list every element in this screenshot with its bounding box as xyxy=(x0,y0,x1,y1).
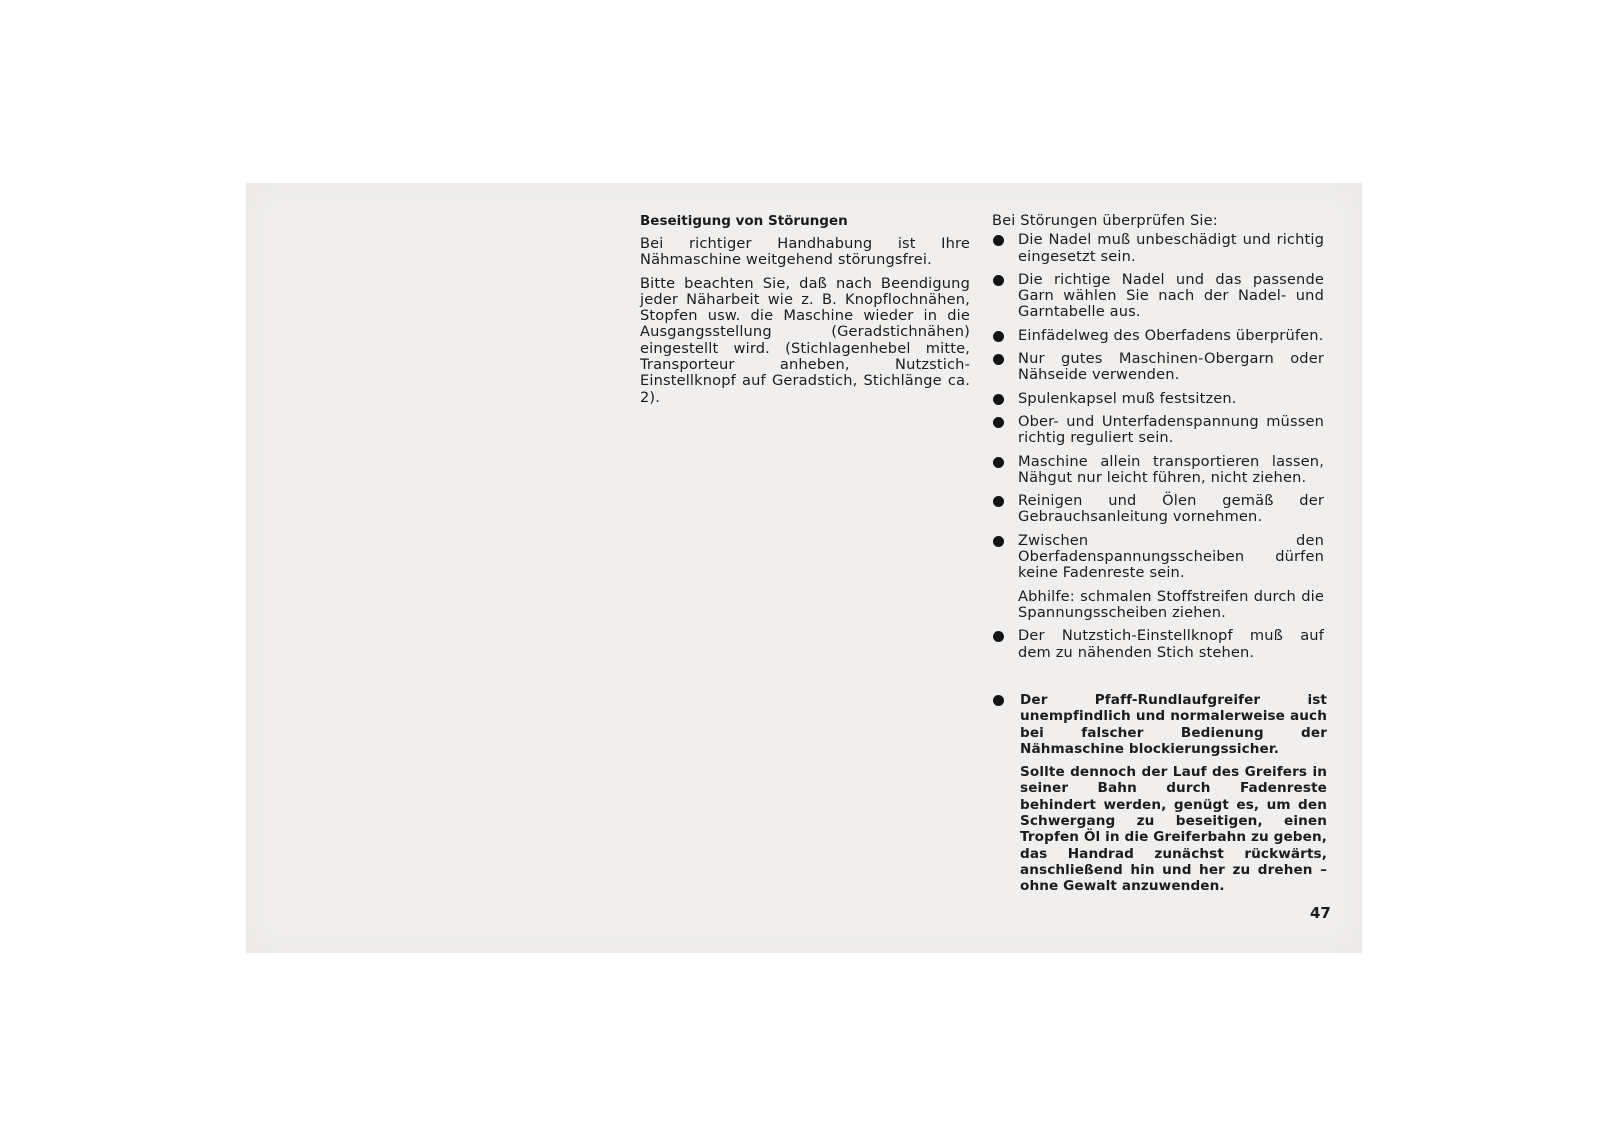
checklist-item xyxy=(992,391,1324,407)
checklist-item-text: Einfädelweg des Oberfadens überprüfen. xyxy=(1018,326,1324,344)
reset-instructions-paragraph: Bitte beachten Sie, daß nach Beendigung jeder Näharbeit wie z. B. Knopflochnähen, Stopfen usw. die Maschine wieder in die Ausgangsstellung (Geradstichnähen) eingestellt wird. (Stichlagenhebel mitte, Transporteur anheben, Nutzstich-Einstellknopf auf Geradstich, Stichlänge ca. 2). xyxy=(640,274,970,406)
checklist-item xyxy=(992,328,1324,344)
bullet-icon xyxy=(993,536,1004,547)
note-paragraph: Der Pfaff-Rundlaufgreifer ist unempfindlich und normalerweise auch bei falscher Bedienung der Nähmaschine blockierungssicher. xyxy=(1020,692,1327,757)
right-column xyxy=(992,213,1324,668)
checklist-item-text: Nur gutes Maschinen-Obergarn oder Nähseide verwenden. xyxy=(1018,350,1324,384)
bullet-icon xyxy=(993,275,1004,286)
left-column xyxy=(640,213,970,413)
checklist-item xyxy=(992,628,1324,661)
checklist-item xyxy=(992,533,1324,621)
note-paragraph: Sollte dennoch der Lauf des Greifers in seiner Bahn durch Fadenreste behindert werden, genügt es, um den Schwergang zu beseitigen, einen Tropfen Öl in die Greiferbahn zu geben, das Handrad zunächst rückwärts, anschließend hin und her zu drehen – ohne Gewalt anzuwenden. xyxy=(1020,764,1327,895)
checklist-item-text: Ober- und Unterfadenspannung müssen richtig reguliert sein. xyxy=(1018,412,1324,447)
checklist-item xyxy=(992,272,1324,321)
bullet-icon xyxy=(993,417,1004,428)
intro-paragraph: Bei richtiger Handhabung ist Ihre Nähmaschine weitgehend störungsfrei. xyxy=(640,235,970,269)
hook-note xyxy=(992,692,1327,902)
bullet-icon xyxy=(993,631,1004,642)
checklist-item-text: Spulenkapsel muß festsitzen. xyxy=(1018,389,1237,407)
bullet-icon xyxy=(993,354,1004,365)
bullet-icon xyxy=(993,331,1004,342)
bullet-icon xyxy=(993,457,1004,468)
checklist-item-remedy: Abhilfe: schmalen Stoffstreifen durch die Spannungsscheiben ziehen. xyxy=(1018,587,1324,621)
checklist-item-text: Maschine allein transportieren lassen, Nähgut nur leicht führen, nicht ziehen. xyxy=(1018,452,1324,486)
bullet-icon xyxy=(993,235,1004,246)
checklist-item-text: Reinigen und Ölen gemäß der Gebrauchsanleitung vornehmen. xyxy=(1018,492,1324,526)
checklist-item xyxy=(992,454,1324,487)
checklist-item xyxy=(992,232,1324,265)
bullet-icon xyxy=(993,496,1004,507)
page-number: 47 xyxy=(1310,904,1331,922)
checklist-item-text: Der Nutzstich-Einstellknopf muß auf dem zu nähenden Stich stehen. xyxy=(1018,627,1324,661)
checklist-item-text: Die richtige Nadel und das passende Garn wählen Sie nach der Nadel- und Garntabelle aus. xyxy=(1018,270,1324,321)
checklist-intro: Bei Störungen überprüfen Sie: xyxy=(992,212,1218,229)
checklist-item-text: Zwischen den Oberfadenspannungsscheiben dürfen keine Fadenreste sein. xyxy=(1018,531,1324,582)
checklist-item xyxy=(992,351,1324,384)
checklist-item-text: Die Nadel muß unbeschädigt und richtig eingesetzt sein. xyxy=(1018,231,1324,265)
bullet-icon xyxy=(993,695,1004,706)
section-heading: Beseitigung von Störungen xyxy=(640,213,848,229)
troubleshooting-checklist xyxy=(992,232,1324,661)
checklist-item xyxy=(992,414,1324,447)
checklist-item xyxy=(992,493,1324,526)
bullet-icon xyxy=(993,394,1004,405)
note-item xyxy=(992,692,1327,895)
